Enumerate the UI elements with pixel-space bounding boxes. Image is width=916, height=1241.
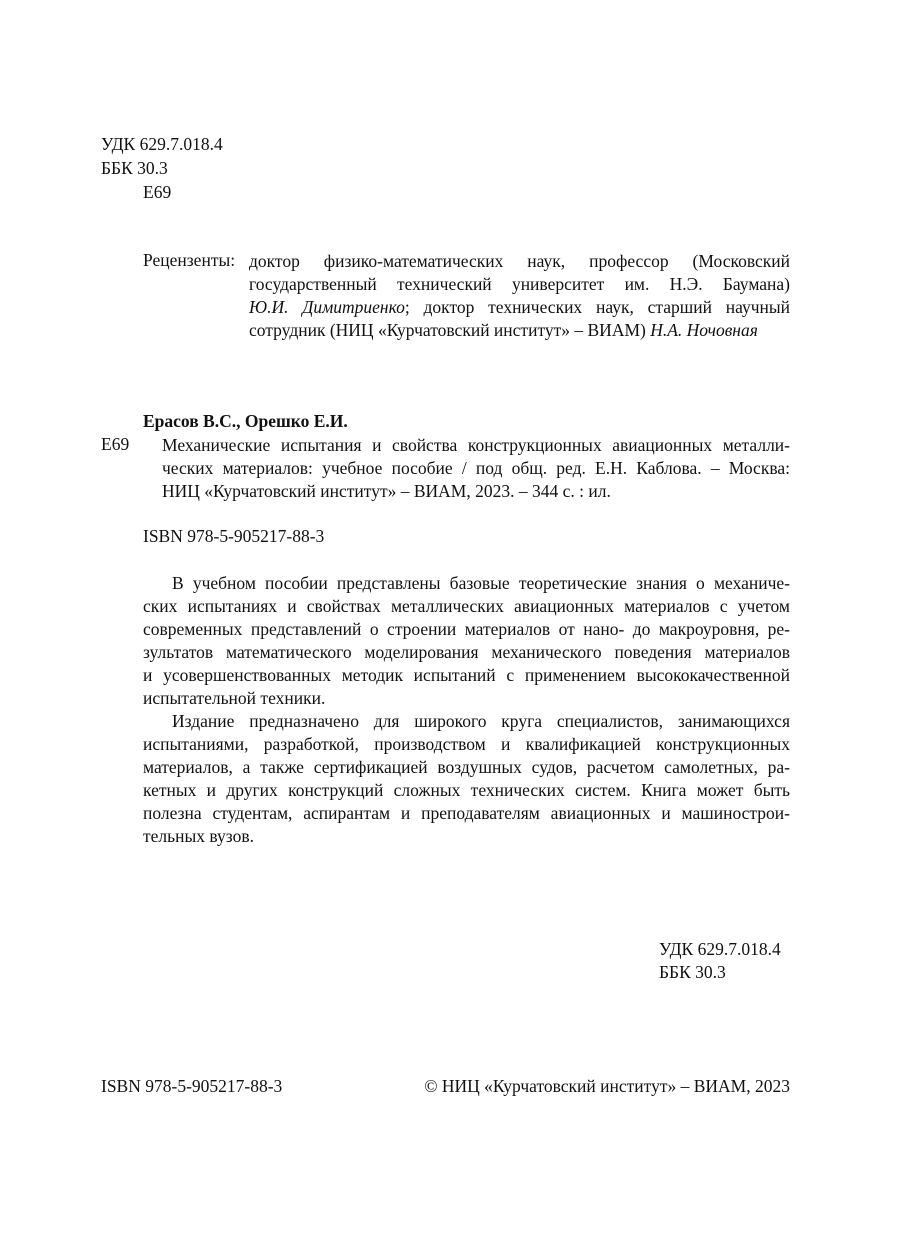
abstract-line: и усовершенствованных методик испытаний с применением высококачественной <box>143 665 790 685</box>
abstract-line: зультатов математического моделирования механического поведения материалов <box>143 642 790 662</box>
abstract-line: полезна студентам, аспирантам и преподавателям авиационных и машинострои- <box>143 803 790 823</box>
copyright: © НИЦ «Курчатовский институт» – ВИАМ, 2023 <box>424 1076 790 1096</box>
abstract-line: современных представлений о строении материалов от нано- до макроуровня, ре- <box>143 619 790 639</box>
book-title-line: НИЦ «Курчатовский институт» – ВИАМ, 2023. – 344 с. : ил. <box>162 481 611 501</box>
reviewers-line: доктор физико-математических наук, профессор (Московский <box>249 251 790 271</box>
abstract-line: ских испытаниях и свойствах металлических авиационных материалов с учетом <box>143 596 790 616</box>
reviewers-line: государственный технический университет им. Н.Э. Баумана) <box>249 274 790 294</box>
abstract-line: В учебном пособии представлены базовые теоретические знания о механиче- <box>172 573 790 593</box>
book-title-line: Механические испытания и свойства конструкционных авиационных металли- <box>162 435 790 455</box>
abstract-line: тельных вузов. <box>143 826 254 846</box>
reviewers-label: Рецензенты: <box>143 250 236 270</box>
abstract-line: Издание предназначено для широкого круга специалистов, занимающихся <box>172 711 790 731</box>
entry-mark: Е69 <box>101 434 130 454</box>
isbn: ISBN 978-5-905217-88-3 <box>143 526 325 546</box>
reviewers-line: сотрудник (НИЦ «Курчатовский институт» – ВИАМ) Н.А. Ночовная <box>249 320 758 340</box>
abstract-line: материалов, а также сертификацией воздушных судов, расчетом самолетных, ра- <box>143 757 790 777</box>
footer-bbk-code: ББК 30.3 <box>659 962 726 982</box>
abstract-line: испытательной техники. <box>143 688 326 708</box>
reviewer-name: Ю.И. Димитриенко <box>249 297 405 317</box>
reviewer-name: Н.А. Ночовная <box>650 320 758 340</box>
reviewers-line: Ю.И. Димитриенко; доктор технических наук, старший научный <box>249 297 790 317</box>
book-title-line: ческих материалов: учебное пособие / под общ. ред. Е.Н. Каблова. – Москва: <box>162 458 790 478</box>
author-mark: Е69 <box>143 182 172 202</box>
abstract-line: кетных и других конструкций сложных технических систем. Книга может быть <box>143 780 790 800</box>
bbk-code: ББК 30.3 <box>101 158 168 178</box>
abstract-line: испытаниями, разработкой, производством и квалификацией конструкционных <box>143 734 790 754</box>
footer-udk-code: УДК 629.7.018.4 <box>659 939 781 959</box>
authors: Ерасов В.С., Орешко Е.И. <box>143 411 348 431</box>
footer-isbn: ISBN 978-5-905217-88-3 <box>101 1076 283 1096</box>
udk-code: УДК 629.7.018.4 <box>101 134 223 154</box>
